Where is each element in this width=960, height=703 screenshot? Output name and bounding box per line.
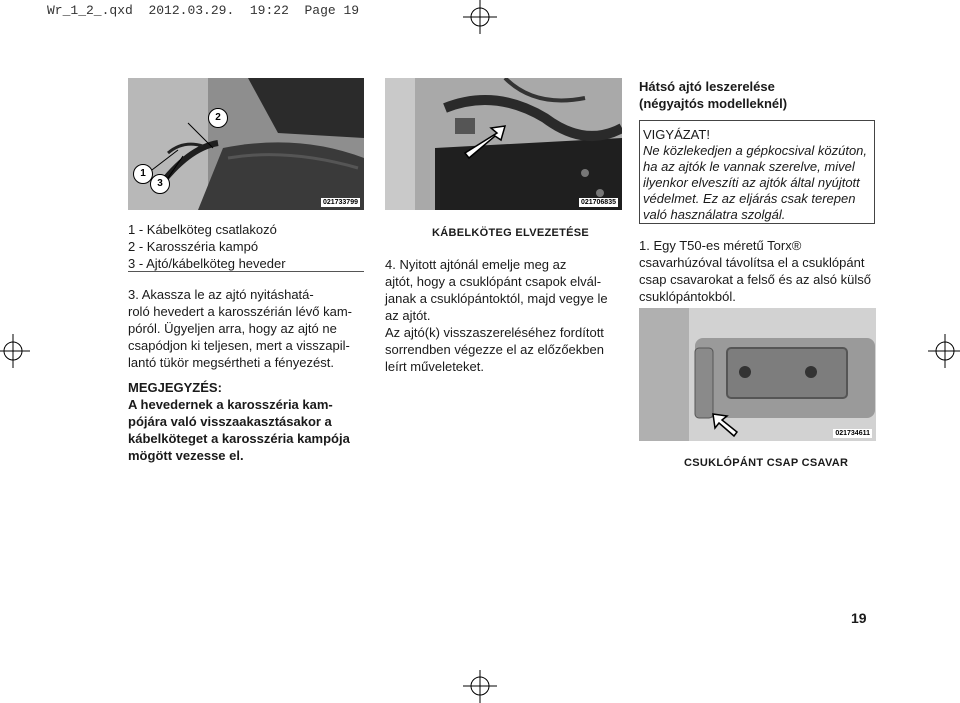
heading-line: (négyajtós modelleknél) xyxy=(639,96,788,111)
note-line: pójára való visszaakasztásakor a xyxy=(128,414,332,429)
warning-line: való használatra szolgál. xyxy=(643,207,786,222)
step-line: póról. Ügyeljen arra, hogy az ajtó ne xyxy=(128,321,337,336)
step-line: lantó tükör megsértheti a fényezést. xyxy=(128,355,334,370)
warning-line: ha az ajtók le vannak szerelve, mivel xyxy=(643,159,855,174)
registration-mark-right xyxy=(928,334,960,368)
step-line: csap csavarokat a felső és az alsó külső xyxy=(639,272,871,287)
hinge-pin-illustration xyxy=(639,308,876,441)
registration-mark-top xyxy=(463,0,497,34)
harness-connector-photo xyxy=(128,78,364,210)
registration-mark-bottom xyxy=(463,670,497,703)
slug-time: 19:22 xyxy=(249,3,289,18)
page-number: 19 xyxy=(851,610,867,626)
figure-caption: KÁBELKÖTEG ELVEZETÉSE xyxy=(432,227,590,239)
step-line: janak a csuklópántoktól, majd vegye le xyxy=(385,291,608,306)
legend-list xyxy=(128,221,368,272)
legend-item: 3 - Ajtó/kábelköteg heveder xyxy=(128,256,286,271)
heading-line: Hátsó ajtó leszerelése xyxy=(639,79,775,94)
note-line: kábelköteget a karosszéria kampója xyxy=(128,431,350,446)
figure-caption: CSUKLÓPÁNT CSAP CSAVAR xyxy=(684,457,849,469)
step-line: 3. Akassza le az ajtó nyitáshatá- xyxy=(128,287,314,302)
print-slug xyxy=(47,3,359,18)
step-line: ajtót, hogy a csuklópánt csapok elvál- xyxy=(385,274,602,289)
step-4-text xyxy=(385,256,625,375)
photo-id: 021706835 xyxy=(580,199,616,206)
step-line: az ajtót. xyxy=(385,308,431,323)
photo-id: 021733799 xyxy=(322,199,358,206)
note-block xyxy=(128,379,368,464)
warning-title: VIGYÁZAT! xyxy=(643,127,710,142)
step-line: 4. Nyitott ajtónál emelje meg az xyxy=(385,257,567,272)
reinstall-line: sorrendben végezze el az előzőekben xyxy=(385,342,604,357)
step-line: csavarhúzóval távolítsa el a csuklópánt xyxy=(639,255,865,270)
registration-mark-left xyxy=(0,334,30,368)
reinstall-line: Az ajtó(k) visszaszereléséhez fordított xyxy=(385,325,604,340)
warning-box xyxy=(639,120,875,224)
legend-item: 2 - Karosszéria kampó xyxy=(128,239,259,254)
callout-3: 3 xyxy=(150,174,170,194)
note-line: mögött vezesse el. xyxy=(128,448,244,463)
divider xyxy=(128,271,364,272)
note-line: A hevedernek a karosszéria kam- xyxy=(128,397,333,412)
slug-file: Wr_1_2_.qxd xyxy=(47,3,133,18)
step-line: csuklópántokból. xyxy=(639,289,736,304)
callout-2: 2 xyxy=(208,108,228,128)
reinstall-line: leírt műveleteket. xyxy=(385,359,484,374)
hinge-pin-photo xyxy=(639,308,876,441)
harness-routing-illustration xyxy=(385,78,622,210)
step-line: csapódjon ki teljesen, mert a visszapil- xyxy=(128,338,350,353)
step-line: roló hevedert a karosszérián lévő kam- xyxy=(128,304,352,319)
warning-line: védelmet. Ez az eljárás csak terepen xyxy=(643,191,856,206)
note-heading: MEGJEGYZÉS: xyxy=(128,380,222,395)
warning-line: Ne közlekedjen a gépkocsival közúton, xyxy=(643,143,868,158)
step-line: 1. Egy T50-es méretű Torx® xyxy=(639,238,802,253)
warning-line: ilyenkor elveszíti az ajtók által nyújtott xyxy=(643,175,860,190)
slug-date: 2012.03.29. xyxy=(148,3,235,18)
legend-item: 1 - Kábelköteg csatlakozó xyxy=(128,222,277,237)
step-1-text xyxy=(639,237,879,305)
callout-1: 1 xyxy=(133,164,153,184)
step-3-text xyxy=(128,286,368,371)
photo-id: 021734611 xyxy=(835,430,870,437)
harness-routing-photo xyxy=(385,78,622,210)
section-heading xyxy=(639,78,879,112)
slug-page: Page 19 xyxy=(304,3,360,18)
